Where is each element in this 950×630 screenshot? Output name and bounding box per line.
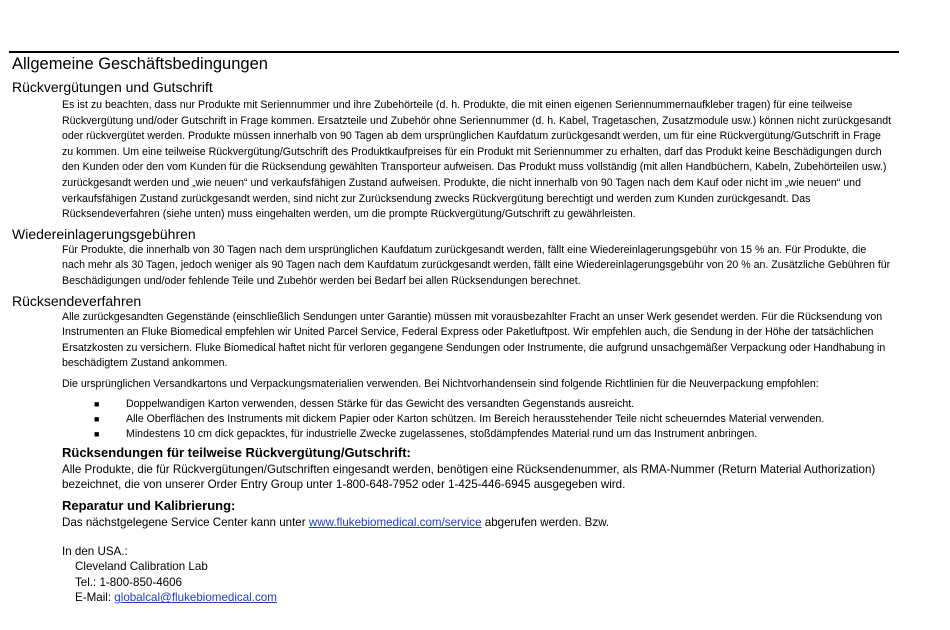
section-heading-partial-refund-returns: Rücksendungen für teilweise Rückvergütung/Gutschrift: — [62, 444, 411, 460]
list-item — [94, 412, 892, 427]
list-item-text: Alle Oberflächen des Instruments mit dickem Papier oder Karton schützen. Im Bereich herausstehender Teile nicht scheuerndes Material verwenden. — [126, 412, 825, 425]
paragraph-packaging: Die ursprünglichen Versandkartons und Verpackungsmaterialien verwenden. Bei Nichtvorhandensein sind folgende Richtlinien für die Neuverpackung empfohlen: — [62, 377, 819, 390]
section-body-return-procedure — [62, 310, 892, 443]
address-phone: Tel.: 1-800-850-4606 — [75, 575, 182, 589]
section-heading-repair: Reparatur und Kalibrierung: — [62, 497, 236, 513]
list-item — [94, 427, 892, 442]
header-rule — [9, 51, 899, 53]
section-heading-return-procedure: Rücksendeverfahren — [12, 292, 142, 309]
paragraph-return-procedure: Alle zurückgesandten Gegenstände (einschließlich Sendungen unter Garantie) müssen mit vorausbezahlter Fracht an unser Werk gesendet werden. Für die Rücksendung von Instrumenten an Fluke Biomedical empfehlen wir United Parcel Service, Federal Express oder Paketluftpost. Wir empfehlen auch, die Sendung in der Höhe der tatsächlichen Ersatzkosten zu versichern. Fluke Biomedical haftet nicht für verloren gegangene Sendungen oder Instrumente, die aufgrund unsachgemäßer Verpackung oder Handhabung in beschädigtem Zustand ankommen. — [62, 310, 886, 370]
address-region: In den USA.: — [62, 544, 128, 558]
page-title: Allgemeine Geschäftsbedingungen — [12, 55, 268, 73]
list-item-text: Mindestens 10 cm dick gepacktes, für industrielle Zwecke zugelassenes, stoßdämpfendes Material rund um das Instrument anbringen. — [126, 428, 758, 441]
address-block — [62, 544, 892, 606]
paragraph-restocking: Für Produkte, die innerhalb von 30 Tagen nach dem ursprünglichen Kaufdatum zurückgesandt werden, fällt eine Wiedereinlagerungsgebühr von 15 % an. Für Produkte, die nach mehr als 30 Tagen, jedoch weniger als 90 Tagen nach dem Kaufdatum zurückgesandt werden, fällt eine Wiedereinlagerungsgebühr von 20 % an. Zusätzliche Gebühren für Beschädigungen und/oder fehlende Teile und Zubehör werden bei Bedarf bei allen Rücksendungen berechnet. — [62, 243, 891, 287]
list-item — [94, 397, 892, 412]
repair-text-before: Das nächstgelegene Service Center kann unter — [62, 515, 309, 529]
section-body-restocking — [62, 243, 892, 290]
repair-text-after: abgerufen werden. Bzw. — [481, 515, 610, 529]
service-link[interactable]: www.flukebiomedical.com/service — [308, 515, 482, 529]
list-item-text: Doppelwandigen Karton verwenden, dessen Stärke für das Gewicht des versandten Gegenstands ausreicht. — [126, 397, 635, 410]
section-body-repair — [62, 515, 892, 606]
section-heading-refunds: Rückvergütungen und Gutschrift — [12, 79, 213, 95]
section-body-partial-refund-returns — [62, 462, 892, 493]
packaging-guidelines-list — [62, 397, 892, 443]
bullet-icon: ■ — [94, 429, 100, 440]
address-email — [62, 590, 892, 605]
address-lab-name: Cleveland Calibration Lab — [75, 560, 208, 574]
bullet-icon: ■ — [94, 413, 100, 424]
section-heading-restocking: Wiedereinlagerungsgebühren — [12, 225, 196, 242]
bullet-icon: ■ — [94, 398, 100, 409]
paragraph-partial-refund-returns: Alle Produkte, die für Rückvergütungen/Gutschriften eingesandt werden, benötigen eine Rücksendenummer, als RMA-Nummer (Return Material Authorization) bezeichnet, die von unserer Order Entry Group unter 1-800-648-7952 oder 1-425-446-6945 ausgegeben wird. — [62, 462, 876, 492]
email-link[interactable]: globalcal@flukebiomedical.com — [114, 591, 277, 605]
paragraph-refunds: Es ist zu beachten, dass nur Produkte mit Seriennummer und ihre Zubehörteile (d. h. Produkte, die mit einen eigenen Seriennummernaufkleber tragen) für eine teilweise Rückvergütung und/oder Gutschrift in Frage kommen. Ersatzteile und Zubehör ohne Seriennummer (d. h. Kabel, Tragetaschen, Zusatzmodule usw.) können nicht zurückgesandt oder rückvergütet werden. Produkte müssen innerhalb von 90 Tagen ab dem ursprünglichen Kaufdatum zurückgesandt werden, um für eine Rückvergütung/Gutschrift in Frage zu kommen. Um eine teilweise Rückvergütung/Gutschrift des Produktkaufpreises für ein Produkt mit Seriennummer zu erhalten, darf das Produkt keine Beschädigungen durch den Kunden oder den vom Kunden für die Rücksendung gewählten Transporteur aufweisen. Das Produkt muss vollständig (mit allen Handbüchern, Kabeln, Zubehörteilen usw.) zurückgesandt werden und „wie neuen“ und verkaufsfähigen Zustand aufweisen. Produkte, die nicht innerhalb von 90 Tagen nach dem Kauf oder nicht im „wie neuen“ und verkaufsfähigen Zustand zurückgesandt werden, sind nicht zur Zurücksendung zwecks Rückvergütung berechtigt und werden zum Kunden zurückgesandt. Das Rücksendeverfahren (siehe unten) muss eingehalten werden, um die prompte Rückvergütung/Gutschrift zu gewährleisten. — [62, 99, 892, 221]
email-label: E-Mail: — [75, 591, 115, 605]
document-page — [12, 54, 892, 606]
paragraph-repair — [62, 515, 892, 530]
section-body-refunds — [62, 98, 892, 223]
